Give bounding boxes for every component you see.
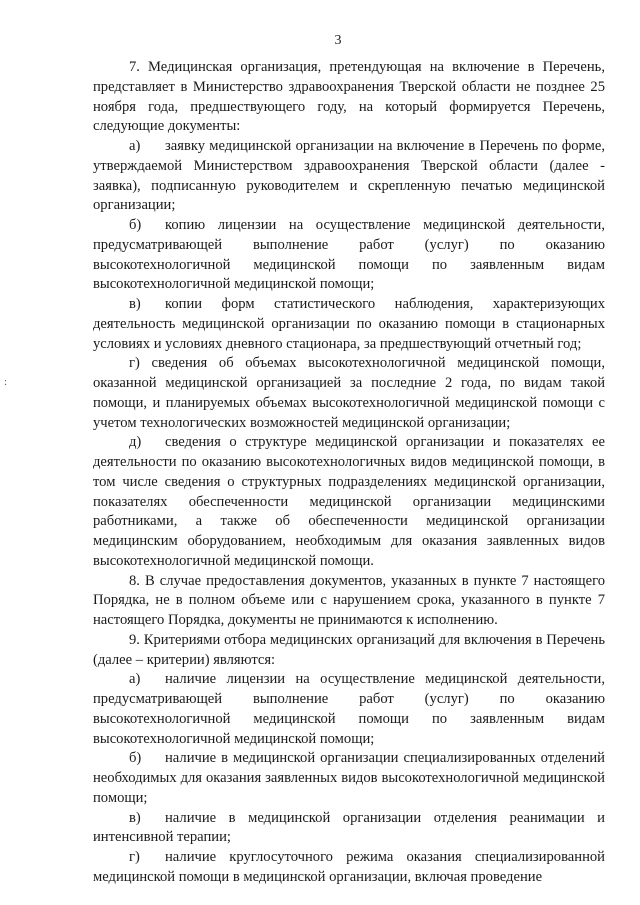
- paragraph-text: заявку медицинской организации на включение в Перечень по форме, утверждаемой Министерством здравоохранения Тверской области (далее - заявка), подписанную руководителем и скрепленную печатью медицинской организации;: [93, 138, 605, 214]
- paragraph-text: г) сведения об объемах высокотехнологичной медицинской помощи, оказанной медицинской организацией за последние 2 года, по видам такой помощи, и планируемых объемах высокотехнологичной медицинской помощи с учетом технологических возможностей медицинской организации;: [93, 355, 605, 431]
- paragraph-9v: [93, 809, 605, 849]
- list-marker: г): [129, 849, 140, 865]
- list-marker: а): [129, 671, 141, 688]
- paragraph-7a: [93, 137, 605, 216]
- paragraph-text: сведения о структуре медицинской организации и показателях ее деятельности по оказанию высокотехнологичных видов медицинской помощи, в том числе сведения о структурных подразделениях медицинской организации, показателях обеспеченности медицинской организации медицинскими работниками, а также об обеспеченности медицинской организации медицинским оборудованием, необходимым для оказания заявленных видов высокотехнологичной медицинской помощи.: [93, 434, 605, 569]
- list-marker: б): [129, 217, 142, 233]
- paragraph-7b: [93, 216, 605, 295]
- paragraph-text: 8. В случае предоставления документов, указанных в пункте 7 настоящего Порядка, не в полном объеме или с нарушением срока, указанного в пункте 7 настоящего Порядка, документы не принимаются к исполнению.: [93, 572, 605, 628]
- list-marker: б): [129, 750, 142, 767]
- paragraph-text: копии форм статистического наблюдения, характеризующих деятельность медицинской организации по оказанию помощи в стационарных условиях и условиях дневного стационара, за предшествующий отчетный год;: [93, 296, 605, 352]
- paragraph-9: [93, 631, 605, 671]
- paragraph-7v: [93, 295, 605, 354]
- paragraph-7g: [93, 354, 605, 433]
- list-marker: а): [129, 138, 141, 154]
- paragraph-9a: [93, 670, 605, 749]
- paragraph-8: [93, 572, 605, 631]
- paragraph-text: наличие в медицинской организации отделения реанимации и интенсивной терапии;: [93, 809, 605, 846]
- paragraph-text: 7. Медицинская организация, претендующая на включение в Перечень, представляет в Министерство здравоохранения Тверской области не позднее 25 ноября года, предшествующего году, на который формируется Перечень, следующие документы:: [93, 59, 605, 135]
- paragraph-text: 9. Критериями отбора медицинских организаций для включения в Перечень (далее – критерии) являются:: [93, 631, 605, 668]
- paragraph-text: копию лицензии на осуществление медицинской деятельности, предусматривающей выполнение работ (услуг) по оказанию высокотехнологичной медицинской помощи по заявленным видам высокотехнологичной медицинской помощи;: [93, 217, 605, 293]
- paragraph-9b: [93, 749, 605, 808]
- document-body: [93, 58, 605, 888]
- paragraph-9g: [93, 848, 605, 888]
- paragraph-7d: [93, 433, 605, 571]
- page-number: 3: [334, 33, 342, 48]
- list-marker: д): [129, 434, 142, 451]
- list-marker: в): [129, 809, 141, 826]
- list-marker: в): [129, 296, 141, 312]
- scan-mark: :: [4, 376, 8, 388]
- paragraph-text: наличие в медицинской организации специализированных отделений необходимых для оказания заявленных видов высокотехнологичной медицинской помощи;: [93, 750, 605, 806]
- paragraph-text: наличие лицензии на осуществление медицинской деятельности, предусматривающей выполнение работ (услуг) по оказанию высокотехнологичной медицинской помощи по заявленным видам высокотехнологичной медицинской помощи;: [93, 671, 605, 747]
- paragraph-text: наличие круглосуточного режима оказания специализированной медицинской помощи в медицинской организации, включая проведение: [93, 849, 605, 885]
- paragraph-7: [93, 58, 605, 137]
